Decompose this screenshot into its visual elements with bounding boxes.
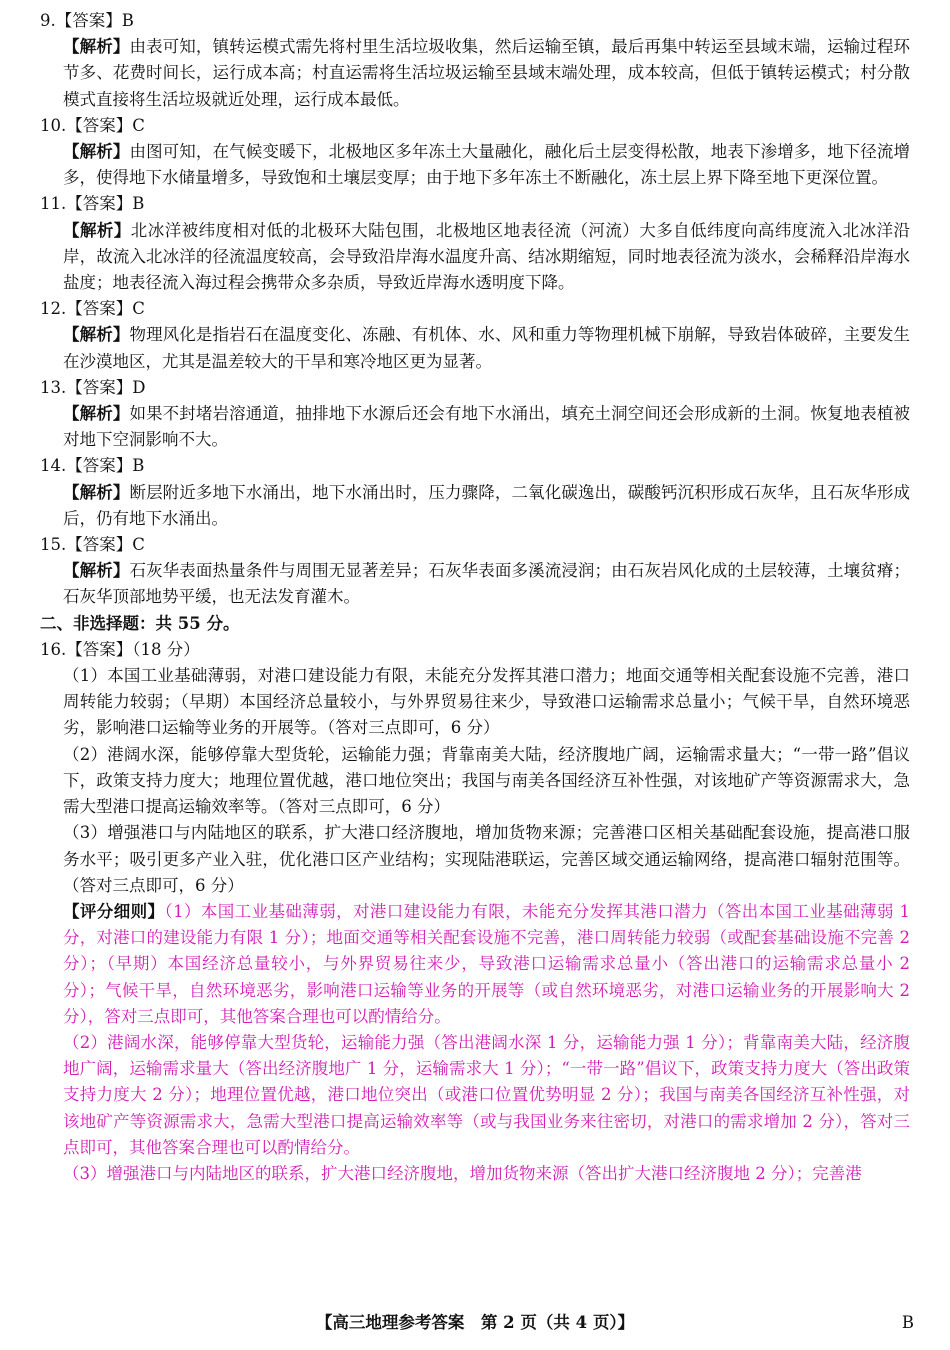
analysis-text: 由图可知，在气候变暖下，北极地区多年冻土大量融化，融化后土层变得松散，地表下渗增多，地下径流增多，使得地下水储量增多，导致饱和土壤层变厚；由于地下多年冻土不断融化，冻土层上界下降至地下更深位置。 xyxy=(63,142,911,188)
analysis xyxy=(40,139,910,191)
analysis-tag: 【解析】 xyxy=(63,561,130,581)
analysis-tag: 【解析】 xyxy=(63,142,130,162)
question-12 xyxy=(40,296,910,375)
analysis-text: 断层附近多地下水涌出，地下水涌出时，压力骤降，二氧化碳逸出，碳酸钙沉积形成石灰华，且石灰华形成后，仍有地下水涌出。 xyxy=(63,482,911,528)
rubric-text: （1）本国工业基础薄弱，对港口建设能力有限，未能充分发挥其港口潜力（答出本国工业基础薄弱 1 分，对港口的建设能力有限 1 分）；地面交通等相关配套设施不完善，港口周转能力较弱（或配套基础设施不完善 2 分）；（早期）本国经济总量较小，与外界贸易往来少，导致港口运输需求总量小（答出港口的运输需求总量小 2 分）；气候干旱，自然环境恶劣，影响港口运输等业务的开展等（或自然环境恶劣，对港口运输业务的开展影响大 2 分），答对三点即可，其他答案合理也可以酌情给分。 xyxy=(63,901,911,1026)
answer-part-3: （3）增强港口与内陆地区的联系，扩大港口经济腹地，增加货物来源；完善港口区相关基础配套设施，提高港口服务水平；吸引更多产业入驻，优化港口区产业结构；实现陆港联运，完善区域交通运输网络，提高港口辐射范围等。（答对三点即可，6 分） xyxy=(63,823,910,895)
question-9 xyxy=(40,8,910,113)
answer-line: 9.【答案】B xyxy=(40,11,134,30)
analysis xyxy=(40,34,910,113)
analysis xyxy=(40,322,910,374)
analysis-tag: 【解析】 xyxy=(63,404,130,424)
answer-line: 16.【答案】（18 分） xyxy=(40,639,200,659)
question-14 xyxy=(40,453,910,532)
rubric-tag: 【评分细则】 xyxy=(63,901,165,921)
analysis-text: 石灰华表面热量条件与周围无显著差异；石灰华表面多溪流浸润；由石灰岩风化成的土层较薄，土壤贫瘠；石灰华顶部地势平缓，也无法发育灌木。 xyxy=(63,561,911,607)
answer-line: 12.【答案】C xyxy=(40,299,145,319)
page-content xyxy=(40,8,910,1187)
analysis-text: 由表可知，镇转运模式需先将村里生活垃圾收集，然后运输至镇，最后再集中转运至县域末端，运输过程环节多、花费时间长，运行成本高；村直运需将生活垃圾运输至县域末端处理，成本较高，但低于镇转运模式；村分散模式直接将生活垃圾就近处理，运行成本最低。 xyxy=(63,37,911,109)
rubric-part-1 xyxy=(40,899,910,1030)
question-15 xyxy=(40,532,910,611)
page-footer xyxy=(0,1308,950,1338)
question-10 xyxy=(40,113,910,192)
analysis-text: 物理风化是指岩石在温度变化、冻融、有机体、水、风和重力等物理机械下崩解，导致岩体破碎，主要发生在沙漠地区，尤其是温差较大的干旱和寒冷地区更为显著。 xyxy=(63,325,911,371)
answer-line: 10.【答案】C xyxy=(40,115,145,135)
paper-version: B xyxy=(901,1313,914,1332)
answer-line: 13.【答案】D xyxy=(40,377,146,397)
section-heading: 二、非选择题：共 55 分。 xyxy=(40,613,240,633)
answer-line: 11.【答案】B xyxy=(40,194,145,214)
analysis-tag: 【解析】 xyxy=(63,482,130,502)
rubric-part-3: （3）增强港口与内陆地区的联系，扩大港口经济腹地，增加货物来源（答出扩大港口经济腹地 2 分）；完善港 xyxy=(63,1163,862,1183)
analysis-tag: 【解析】 xyxy=(63,325,130,345)
answer-line: 15.【答案】C xyxy=(40,535,145,555)
analysis-tag: 【解析】 xyxy=(63,37,130,57)
footer-page-info: 【高三地理参考答案 第 2 页（共 4 页）】 xyxy=(315,1313,635,1332)
analysis xyxy=(40,558,910,610)
analysis-tag: 【解析】 xyxy=(63,220,131,240)
answer-line: 14.【答案】B xyxy=(40,456,145,476)
answer-part-1: （1）本国工业基础薄弱，对港口建设能力有限，未能充分发挥其港口潜力；地面交通等相关配套设施不完善，港口周转能力较弱；（早期）本国经济总量较小，与外界贸易往来少，导致港口运输需求总量小；气候干旱，自然环境恶劣，影响港口运输等业务的开展等。（答对三点即可，6 分） xyxy=(63,666,910,738)
answer-part-2: （2）港阔水深，能够停靠大型货轮，运输能力强；背靠南美大陆，经济腹地广阔，运输需求量大；“一带一路”倡议下，政策支持力度大；地理位置优越，港口地位突出；我国与南美各国经济互补性强，对该地矿产等资源需求大，急需大型港口提高运输效率等。（答对三点即可，6 分） xyxy=(63,744,910,817)
analysis xyxy=(40,480,910,532)
analysis xyxy=(40,218,910,297)
analysis xyxy=(40,401,910,453)
analysis-text: 北冰洋被纬度相对低的北极环大陆包围，北极地区地表径流（河流）大多自低纬度向高纬度流入北冰洋沿岸，故流入北冰洋的径流温度较高，会导致沿岸海水温度升高、结冰期缩短，同时地表径流为淡水，会稀释沿岸海水盐度；地表径流入海过程会携带众多杂质，导致近岸海水透明度下降。 xyxy=(63,220,911,293)
question-11 xyxy=(40,191,910,296)
question-16 xyxy=(40,637,910,1187)
rubric-part-2: （2）港阔水深，能够停靠大型货轮，运输能力强（答出港阔水深 1 分，运输能力强 1 分）；背靠南美大陆，经济腹地广阔，运输需求量大（答出经济腹地广 1 分，运输需求大 1 分）；“一带一路”倡议下，政策支持力度大（答出政策支持力度大 2 分）；地理位置优越，港口地位突出（或港口位置优势明显 2 分）；我国与南美各国经济互补性强，对该地矿产等资源需求大，急需大型港口提高运输效率等（或与我国业务来往密切，对港口的需求增加 2 分），答对三点即可，其他答案合理也可以酌情给分。 xyxy=(63,1032,910,1157)
analysis-text: 如果不封堵岩溶通道，抽排地下水源后还会有地下水涌出，填充土洞空间还会形成新的土洞。恢复地表植被对地下空洞影响不大。 xyxy=(63,404,911,450)
question-13 xyxy=(40,375,910,454)
